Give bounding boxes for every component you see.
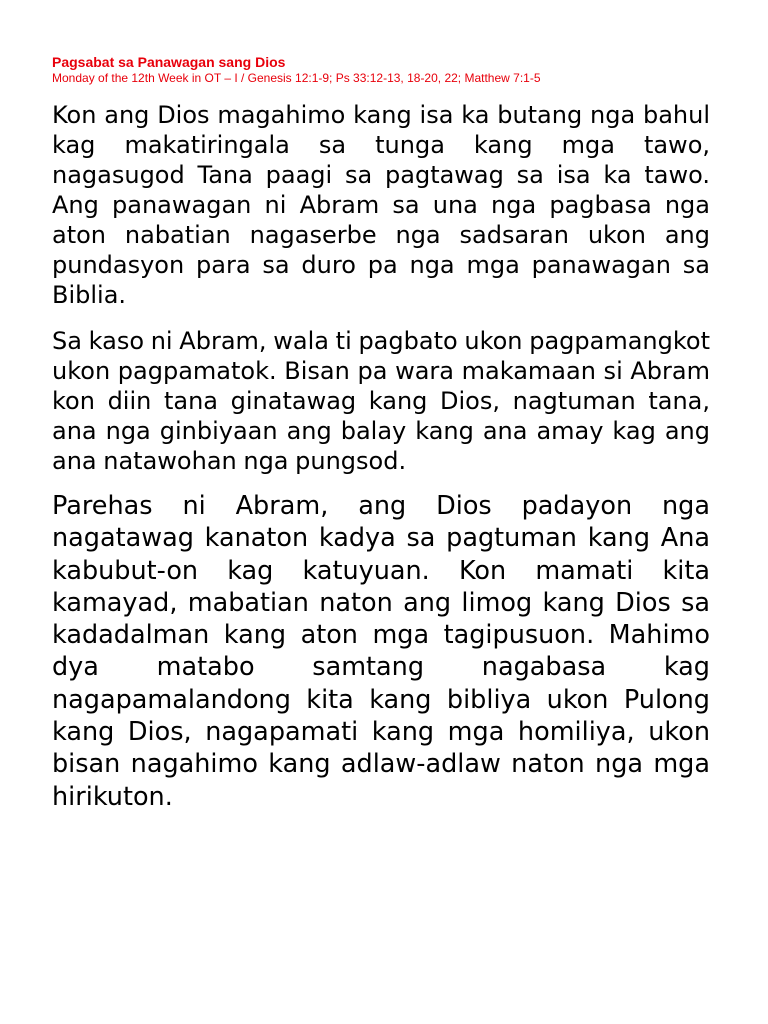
- document-page: [52, 54, 710, 813]
- paragraph-3: Parehas ni Abram, ang Dios padayon nga nagatawag kanaton kadya sa pagtuman kang Ana kabubut-on kag katuyuan. Kon mamati kita kamayad, mabatian naton ang limog kang Dios sa kadadalman kang aton mga tagipusuon. Mahimo dya matabo samtang nagabasa kag nagapamalandong kita kang bibliya ukon Pulong kang Dios, nagapamati kang mga homiliya, ukon bisan nagahimo kang adlaw-adlaw naton nga mga hirikuton.: [52, 491, 710, 812]
- document-subtitle: Monday of the 12th Week in OT – I / Genesis 12:1-9; Ps 33:12-13, 18-20, 22; Matthew 7:1-5: [52, 71, 541, 85]
- paragraph-2: Sa kaso ni Abram, wala ti pagbato ukon pagpamangkot ukon pagpamatok. Bisan pa wara makamaan si Abram kon diin tana ginatawag kang Dios, nagtuman tana, ana nga ginbiyaan ang balay kang ana amay kag ang ana natawohan nga pungsod.: [52, 327, 710, 475]
- document-title: Pagsabat sa Panawagan sang Dios: [52, 54, 286, 70]
- paragraph-1: Kon ang Dios magahimo kang isa ka butang nga bahul kag makatiringala sa tunga kang mga tawo, nagasugod Tana paagi sa pagtawag sa isa ka tawo. Ang panawagan ni Abram sa una nga pagbasa nga aton nabatian nagaserbe nga sadsaran ukon ang pundasyon para sa duro pa nga mga panawagan sa Biblia.: [52, 101, 710, 309]
